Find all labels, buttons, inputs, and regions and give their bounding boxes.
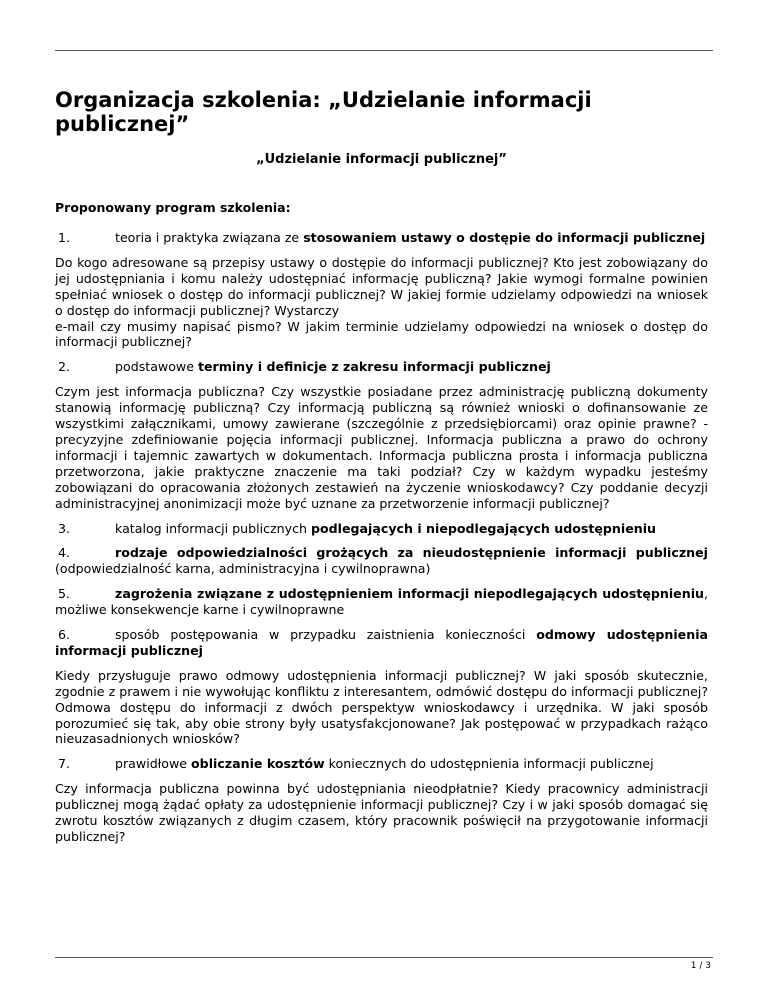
- item-number: 2.: [58, 359, 71, 375]
- item-number: 3.: [58, 520, 71, 536]
- item-highlight: stosowaniem ustawy o dostępie do informacji publicznej: [303, 230, 706, 245]
- item-highlight: odmowy udostępnienia informacji publicznej: [55, 627, 709, 658]
- document-body: [55, 88, 708, 854]
- item-number: 6.: [58, 627, 71, 643]
- paragraph-1: Do kogo adresowane są przepisy ustawy o dostępie do informacji publicznej? Kto jest zobowiązany do jej udostępniania i komu należy udostępniać informację publiczną? Jakie wymogi formalne powinien spełniać wniosek o dostęp do informacji publicznej? W jakiej formie udzielamy odpowiedzi na wniosek o dostęp do informacji publicznej? Wystarczy e-mail czy musimy napisać pismo? W jakim terminie udzielamy odpowiedzi na wniosek o dostęp do informacji publicznej?: [55, 254, 708, 350]
- item-highlight: obliczanie kosztów: [191, 756, 325, 772]
- item-number: 4.: [58, 545, 71, 561]
- item-highlight: rodzaje odpowiedzialności grożących za nieudostępnienie informacji publicznej: [115, 545, 708, 561]
- paragraph-2: Czym jest informacja publiczna? Czy wszystkie posiadane przez administrację publiczną dokumenty stanowią informację publiczną? Czy informacją publiczną są również wnioski o dofinansowanie ze wszystkimi załącznikami, umowy zawierane (szczególnie z przedsiębiorcami) oraz opinie prawne? - precyzyjne zdefiniowanie pojęcia informacji publicznej. Informacja publiczna a prawo do ochrony informacji i tajemnic zawartych w dokumentach. Informacja publiczna prosta i informacja publiczna przetworzona, jakie praktyczne znaczenie ma taki podział? Czy w każdym wypadku jesteśmy zobowiązani do opracowania złożonych zestawień na życzenie wnioskodawcy? Czy poddanie decyzji administracyjnej anonimizacji może być uznane za przetworzenie informacji publicznej?: [55, 384, 708, 511]
- page-title: Organizacja szkolenia: „Udzielanie informacji publicznej”: [55, 88, 592, 136]
- header-rule: [55, 50, 713, 51]
- item-number: 5.: [58, 586, 71, 602]
- program-item-3: 3. katalog informacji publicznych podlegających i niepodlegających udostępnieniu: [55, 521, 708, 537]
- footer-rule: [55, 957, 713, 958]
- program-label: Proponowany program szkolenia:: [55, 200, 291, 215]
- page-number: 1 / 3: [690, 961, 711, 971]
- paragraph-6: Kiedy przysługuje prawo odmowy udostępnienia informacji publicznej? W jaki sposób skutecznie, zgodnie z prawem i nie wywołując konfliktu z interesantem, odmówić dostępu do informacji publicznej? Odmowa dostępu do informacji z dwóch perspektyw wnioskodawcy i urzędnika. W jaki sposób porozumieć się tak, aby obie strony były usatysfakcjonowane? Jak postępować w przypadkach rażąco nieuzasadnionych wniosków?: [55, 667, 708, 747]
- item-highlight: podlegających i niepodlegających udostępnieniu: [310, 520, 657, 536]
- item-highlight: terminy i definicje z zakresu informacji publicznej: [197, 359, 551, 375]
- program-item-1: 1. teoria i praktyka związana ze stosowaniem ustawy o dostępie do informacji publicznej: [55, 230, 708, 246]
- program-item-5: 5. zagrożenia związane z udostępnieniem informacji niepodlegających udostępnieniu, możliwe konsekwencje karne i cywilnoprawne: [55, 586, 708, 618]
- item-number: 7.: [58, 756, 71, 772]
- program-item-2: 2. podstawowe terminy i definicje z zakresu informacji publicznej: [55, 359, 708, 375]
- program-item-6: 6. sposób postępowania w przypadku zaistnienia konieczności odmowy udostępnienia informacji publicznej: [55, 627, 709, 658]
- item-number: 1.: [58, 230, 71, 245]
- program-item-4: 4. rodzaje odpowiedzialności grożących za nieudostępnienie informacji publicznej (odpowiedzialność karna, administracyjna i cywilnoprawna): [55, 545, 708, 577]
- program-item-7: 7. prawidłowe obliczanie kosztów koniecznych do udostępnienia informacji publicznej: [55, 756, 708, 772]
- item-highlight: zagrożenia związane z udostępnieniem informacji niepodlegających udostępnieniu: [115, 586, 704, 602]
- paragraph-7: Czy informacja publiczna powinna być udostępniania nieodpłatnie? Kiedy pracownicy administracji publicznej mogą żądać opłaty za udostępnienie informacji publicznej? Czy i w jaki sposób domagać się zwrotu kosztów związanych z długim czasem, który pracownik poświęcił na przygotowanie informacji publicznej?: [55, 781, 708, 844]
- subtitle: „Udzielanie informacji publicznej”: [256, 152, 507, 167]
